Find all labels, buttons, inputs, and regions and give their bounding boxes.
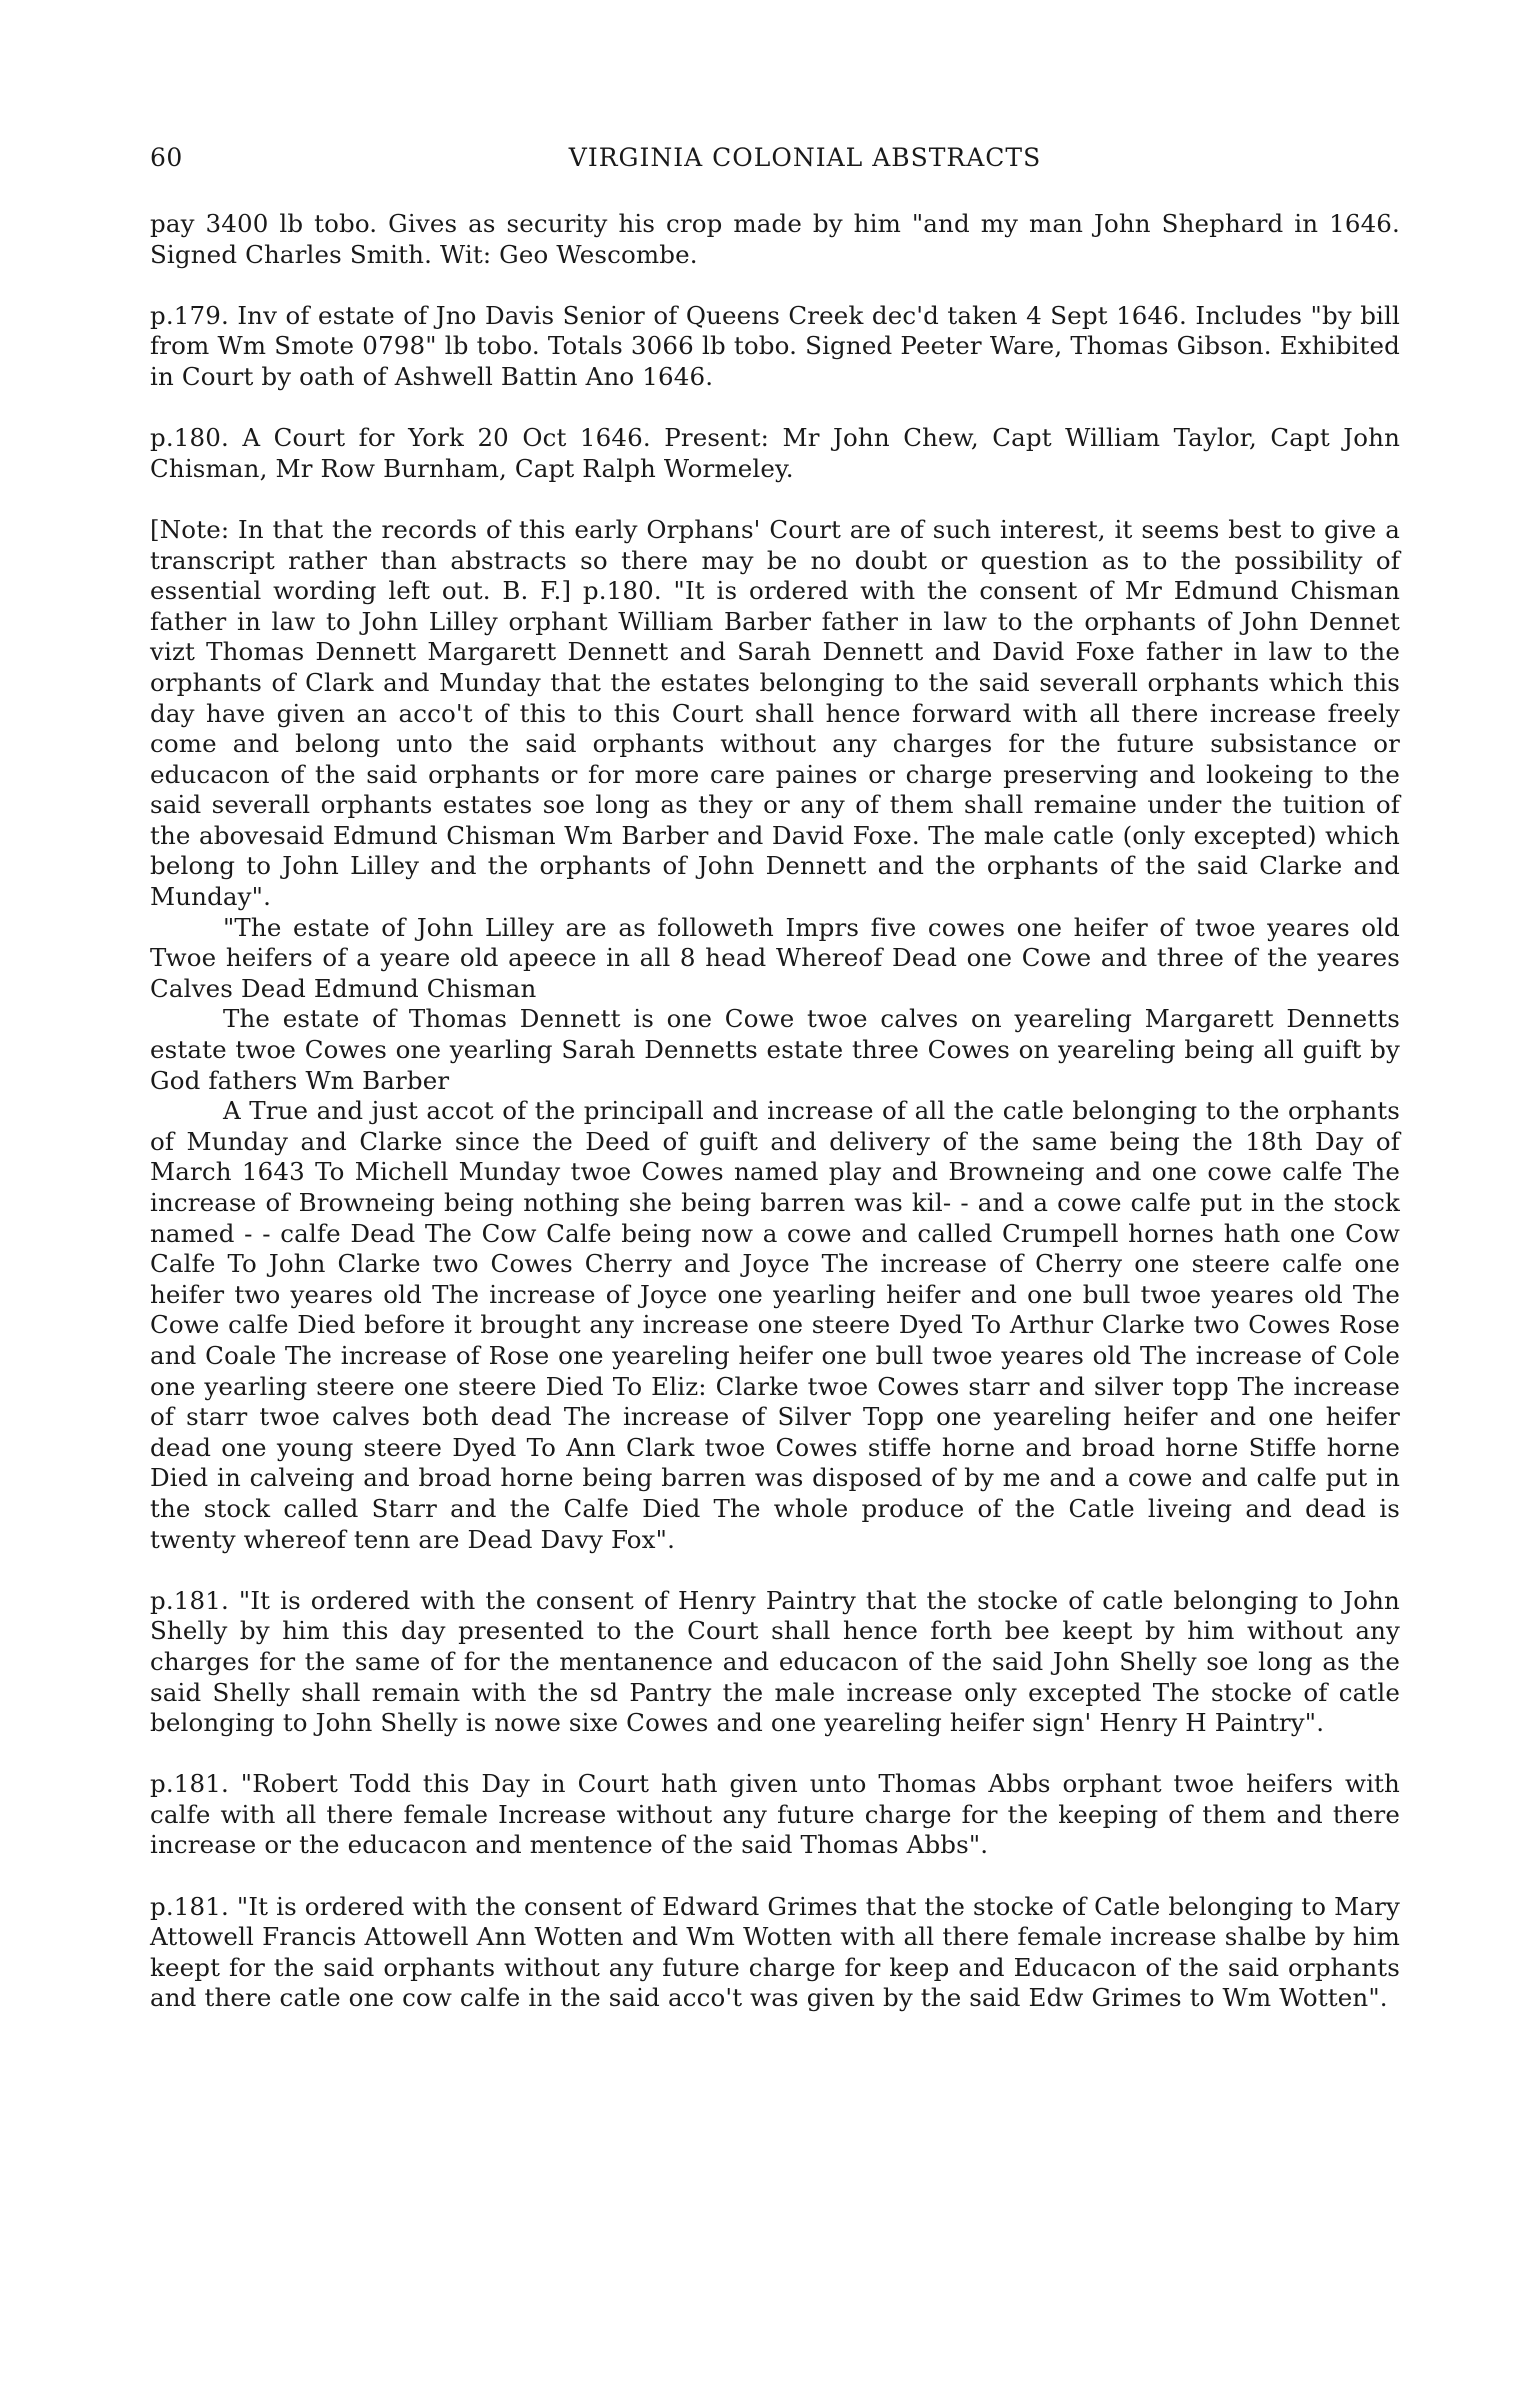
page-number: 60 [150, 143, 183, 172]
paragraph-p181-shelly: p.181. "It is ordered with the consent of Henry Paintry that the stocke of catle belonging to John Shelly by him this day presented to the Court shall hence forth bee keept by him without any charges for the same of for the mentanence and educacon of the said John Shelly soe long as the said Shelly shall remain with the sd Pantry the male increase only excepted The stocke of catle belonging to John Shelly is nowe sixe Cowes and one yeareling heifer sign' Henry H Paintry". [150, 1585, 1400, 1738]
paragraph-p181-attowell: p.181. "It is ordered with the consent of Edward Grimes that the stocke of Catle belonging to Mary Attowell Francis Attowell Ann Wotten and Wm Wotten with all there female increase shalbe by him keept for the said orphants without any future charge for keep and Educacon of the said orphants and there catle one cow calfe in the said acco't was given by the said Edw Grimes to Wm Wotten". [150, 1891, 1400, 2013]
page-header [150, 143, 1400, 183]
paragraph-p181-abbs: p.181. "Robert Todd this Day in Court hath given unto Thomas Abbs orphant twoe heifers with calfe with all there female Increase without any future charge for the keeping of them and there increase or the educacon and mentence of the said Thomas Abbs". [150, 1769, 1400, 1860]
running-head: VIRGINIA COLONIAL ABSTRACTS [568, 143, 1042, 172]
paragraph-note: [Note: In that the records of this early Orphans' Court are of such interest, it seems best to give a transcript rather than abstracts so there may be no doubt or question as to the possibility of essential wording left out. B. F.] p.180. "It is ordered with the consent of Mr Edmund Chisman father in law to John Lilley orphant William Barber father in law to the orphants of John Dennet vizt Thomas Dennett Margarett Dennett and Sarah Dennett and David Foxe father in law to the orphants of Clark and Munday that the estates belonging to the said severall orphants which this day have given an acco't of this to this Court shall hence forward with all there increase freely come and belong unto the said orphants without any charges for the future subsistance or educacon of the said orphants or for more care paines or charge preserving and lookeing to the said severall orphants estates soe long as they or any of them shall remaine under the tuition of the abovesaid Edmund Chisman Wm Barber and David Foxe. The male catle (only excepted) which belong to John Lilley and the orphants of John Dennett and the orphants of the said Clarke and Munday". [150, 514, 1400, 912]
paragraph-p180-court: p.180. A Court for York 20 Oct 1646. Present: Mr John Chew, Capt William Taylor, Capt John Chisman, Mr Row Burnham, Capt Ralph Wormeley. [150, 423, 1400, 483]
paragraph-estate-lilley: "The estate of John Lilley are as followeth Imprs five cowes one heifer of twoe yeares old Twoe heifers of a yeare old apeece in all 8 head Whereof Dead one Cowe and three of the yeares Calves Dead Edmund Chisman [150, 912, 1400, 1003]
document-page [150, 143, 1400, 2045]
paragraph-estate-dennett: The estate of Thomas Dennett is one Cowe twoe calves on yeareling Margarett Dennetts estate twoe Cowes one yearling Sarah Dennetts estate three Cowes on yeareling being all guift by God fathers Wm Barber [150, 1004, 1400, 1095]
paragraph-account-munday-clarke: A True and just accot of the principall and increase of all the catle belonging to the orphants of Munday and Clarke since the Deed of guift and delivery of the same being the 18th Day of March 1643 To Michell Munday twoe Cowes named play and Browneing and one cowe calfe The increase of Browneing being nothing she being barren was kil- - and a cowe calfe put in the stock named - - calfe Dead The Cow Calfe being now a cowe and called Crumpell hornes hath one Cow Calfe To John Clarke two Cowes Cherry and Joyce The increase of Cherry one steere calfe one heifer two yeares old The increase of Joyce one yearling heifer and one bull twoe yeares old The Cowe calfe Died before it brought any increase one steere Dyed To Arthur Clarke two Cowes Rose and Coale The increase of Rose one yeareling heifer one bull twoe yeares old The increase of Cole one yearling steere one steere Died To Eliz: Clarke twoe Cowes starr and silver topp The increase of starr twoe calves both dead The increase of Silver Topp one yeareling heifer and one heifer dead one young steere Dyed To Ann Clark twoe Cowes stiffe horne and broad horne Stiffe horne Died in calveing and broad horne being barren was disposed of by me and a cowe and calfe put in the stock called Starr and the Calfe Died The whole produce of the Catle liveing and dead is twenty whereof tenn are Dead Davy Fox". [150, 1096, 1400, 1554]
paragraph-continuation: pay 3400 lb tobo. Gives as security his crop made by him "and my man John Shephard in 1646. Signed Charles Smith. Wit: Geo Wescombe. [150, 209, 1400, 269]
paragraph-p179: p.179. Inv of estate of Jno Davis Senior of Queens Creek dec'd taken 4 Sept 1646. Includes "by bill from Wm Smote 0798" lb tobo. Totals 3066 lb tobo. Signed Peeter Ware, Thomas Gibson. Exhibited in Court by oath of Ashwell Battin Ano 1646. [150, 300, 1400, 391]
body-text [150, 209, 1400, 2014]
